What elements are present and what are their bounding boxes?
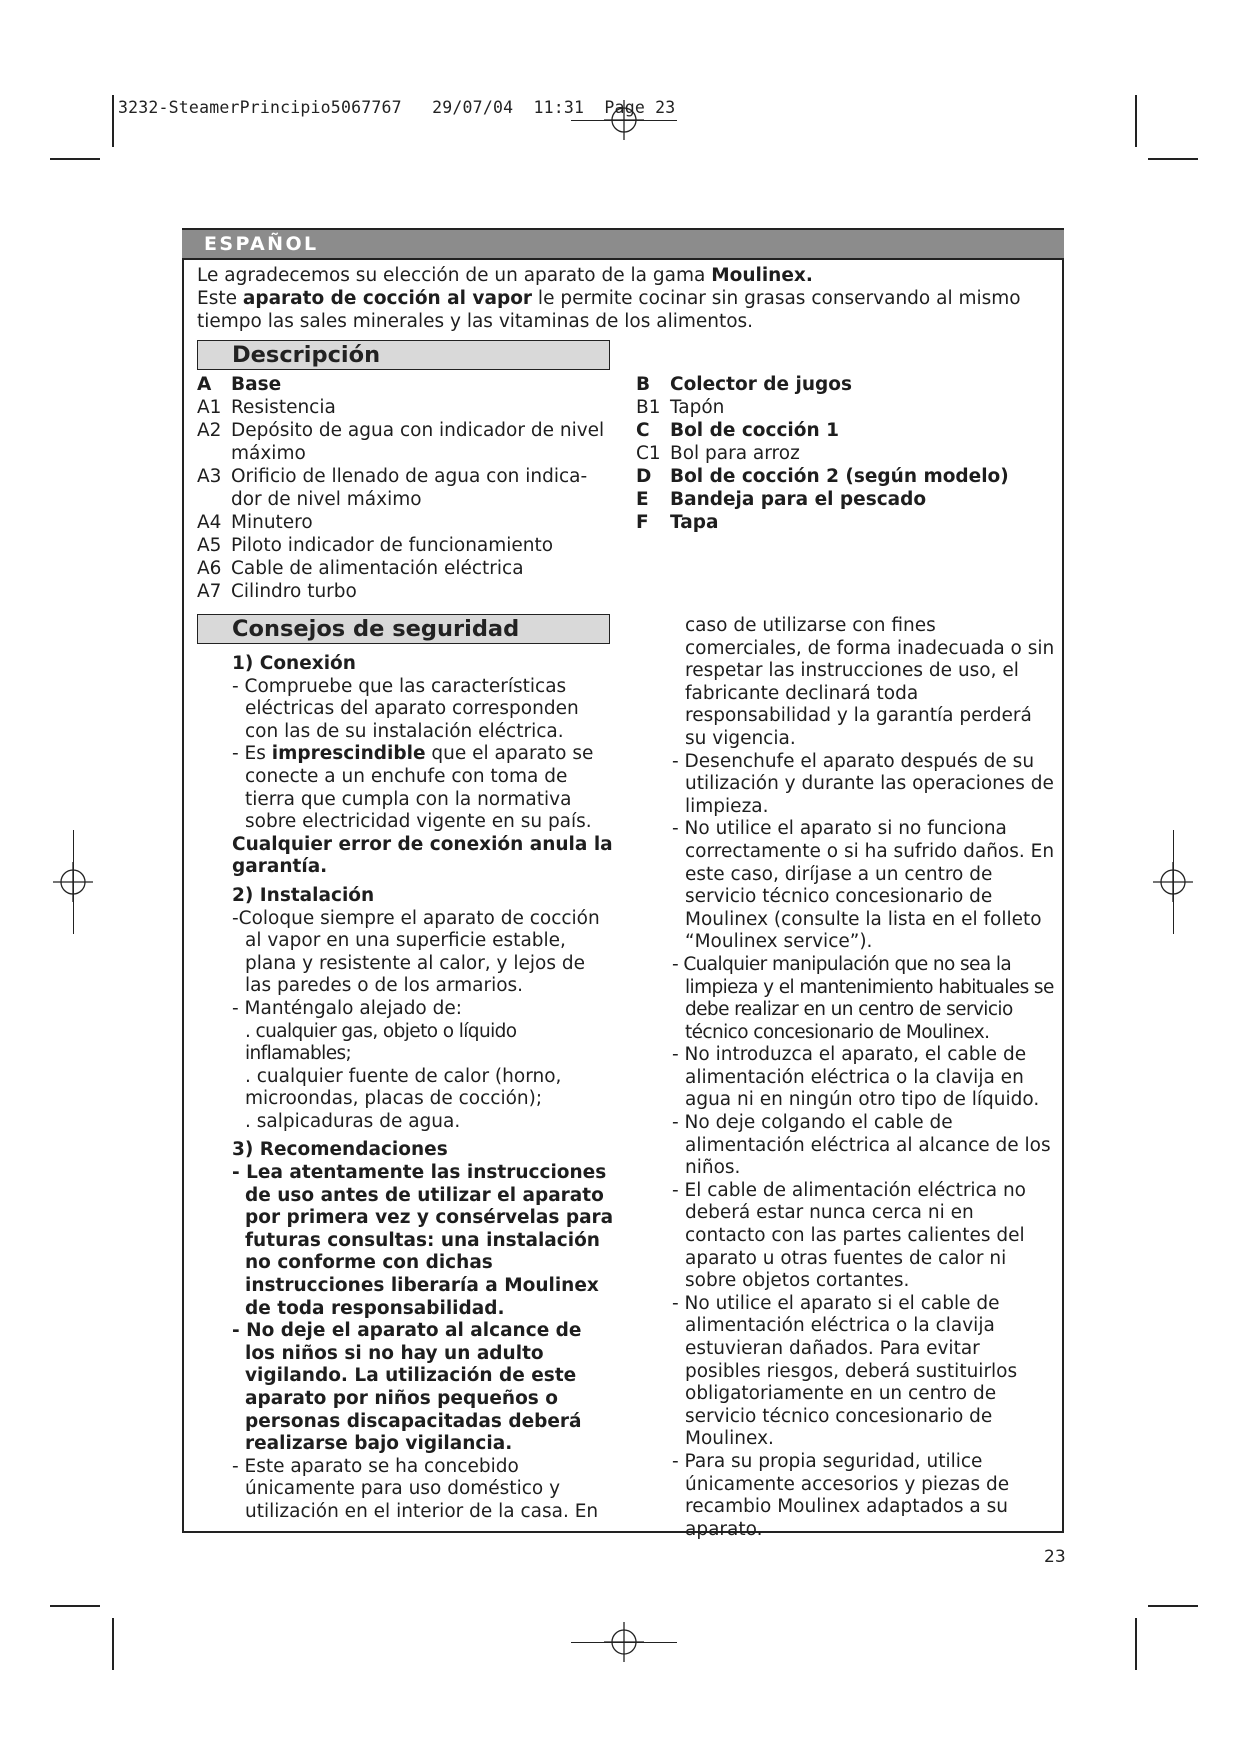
crop-mark [112,95,114,147]
paragraph: caso de utilizarse con fines comerciales, de forma inadecuada o sin respetar las instrucciones de uso, el fabricante declinará toda responsabilidad y la garantía perderá su vigencia. [685,615,1055,749]
list-item: . cualquier fuente de calor (horno, microondas, placas de cocción); [245,1065,562,1110]
list-item: B Colector de jugos [636,374,852,395]
intro-line1: Le agradecemos su elección de un aparato de la gama [197,265,712,286]
safety-heading: Consejos de seguridad [232,616,520,642]
list-item: F Tapa [636,512,719,533]
list-item: A7 Cilindro turbo [197,581,357,602]
paragraph: - El cable de alimentación eléctrica no deberá estar nunca cerca ni en contacto con las partes calientes del aparato u otras fuentes de calor ni sobre objetos cortantes. [672,1179,1027,1292]
paragraph: - Compruebe que las características eléctricas del aparato corresponden con las de su instalación eléctrica. [232,675,579,742]
section-title: 2) Instalación [232,884,375,906]
crop-mark [50,158,100,160]
description-list-right [636,373,1056,534]
crop-mark [112,1618,114,1670]
list-item: A5 Piloto indicador de funcionamiento [197,535,554,556]
list-item: A3 Orificio de llenado de agua con indica-dor de nivel máximo [197,466,588,510]
crop-mark [1135,95,1137,147]
crop-mark [1148,158,1198,160]
list-item: A6 Cable de alimentación eléctrica [197,558,524,579]
list-item: . cualquier gas, objeto o líquido inflamables; [245,1020,517,1065]
intro-line2-post: le permite cocinar sin grasas conservando al mismo [532,288,1021,309]
paragraph: - No deje el aparato al alcance de los niños si no hay un adulto vigilando. La utilización de este aparato por niños pequeños o personas discapacitadas deberá realizarse bajo vigilancia. [232,1320,582,1455]
intro-line3: tiempo las sales minerales y las vitaminas de los alimentos. [197,311,754,332]
intro-text [197,264,1047,333]
paragraph: - No deje colgando el cable de alimentación eléctrica al alcance de los niños. [672,1112,1051,1179]
paragraph: - Es imprescindible que el aparato se conecte a un enchufe con toma de tierra que cumpla con la normativa sobre electricidad vigente en su país. [232,743,594,833]
print-slug: 3232-SteamerPrincipio5067767 29/07/04 11:31 Page 23 [118,98,676,117]
list-item: C1 Bol para arroz [636,443,800,464]
paragraph: - Manténgalo alejado de: [232,997,462,1019]
warning-text: Cualquier error de conexión anula la garantía. [232,833,613,878]
list-item: E Bandeja para el pescado [636,489,927,510]
list-item: B1 Tapón [636,397,725,418]
list-item: A2 Depósito de agua con indicador de nivel máximo [197,420,605,464]
paragraph: - Lea atentamente las instrucciones de uso antes de utilizar el aparato por primera vez y consérvelas para futuras consultas: una instalación no conforme con dichas instrucciones liberaría a Moulinex de toda responsabilidad. [232,1162,614,1319]
crop-mark [50,1605,100,1607]
crop-mark [1173,830,1174,934]
page-number: 23 [1044,1547,1066,1567]
paragraph: - Para su propia seguridad, utilice únicamente accesorios y piezas de recambio Moulinex adaptados a su aparato. [672,1450,1010,1540]
crop-mark [571,1642,677,1643]
section-title: 3) Recomendaciones [232,1139,448,1161]
section-title: 1) Conexión [232,653,356,674]
crop-mark [1135,1618,1137,1670]
paragraph: - No utilice el aparato si el cable de alimentación eléctrica o la clavija estuvieran dañados. Para evitar posibles riesgos, deberá sustituirlos obligatoriamente en un centro de servicio técnico concesionario de Moulinex. [672,1292,1018,1450]
list-item: D Bol de cocción 2 (según modelo) [636,466,1009,487]
list-item: C Bol de cocción 1 [636,420,839,441]
brand-name: Moulinex. [711,265,813,286]
paragraph: - No introduzca el aparato, el cable de alimentación eléctrica o la clavija en agua ni en ningún otro tipo de líquido. [672,1044,1040,1111]
product-name: aparato de cocción al vapor [242,288,533,309]
paragraph: - Cualquier manipulación que no sea la limpieza y el mantenimiento habituales se debe realizar en un centro de servicio técnico concesionario de Moulinex. [672,953,1054,1043]
crop-mark [571,120,677,121]
paragraph: - No utilice el aparato si no funciona correctamente o si ha sufrido daños. En este caso, diríjase a un centro de servicio técnico concesionario de Moulinex (consulte la lista en el folleto “Moulinex service”). [672,818,1055,953]
crop-mark [1148,1605,1198,1607]
description-heading: Descripción [232,342,381,368]
paragraph: -Coloque siempre el aparato de cocción al vapor en una superficie estable, plana y resistente al calor, y lejos de las paredes o de los armarios. [232,907,600,997]
safety-heading-box [197,614,610,644]
description-heading-box [197,340,610,370]
safety-column-right [672,615,1056,1541]
description-list-left [197,373,617,603]
list-item: A1 Resistencia [197,397,336,418]
paragraph: - Este aparato se ha concebido únicamente para uso doméstico y utilización en el interior de la casa. En [232,1455,599,1522]
safety-column-left [232,653,616,1524]
language-label: ESPAÑOL [204,233,319,255]
paragraph: - Desenchufe el aparato después de su utilización y durante las operaciones de limpieza. [672,750,1054,817]
list-item: . salpicaduras de agua. [245,1110,461,1132]
intro-line2-pre: Este [197,288,243,309]
language-bar [182,228,1064,260]
list-item: A4 Minutero [197,512,313,533]
crop-mark [73,830,74,934]
list-item: A Base [197,374,282,395]
